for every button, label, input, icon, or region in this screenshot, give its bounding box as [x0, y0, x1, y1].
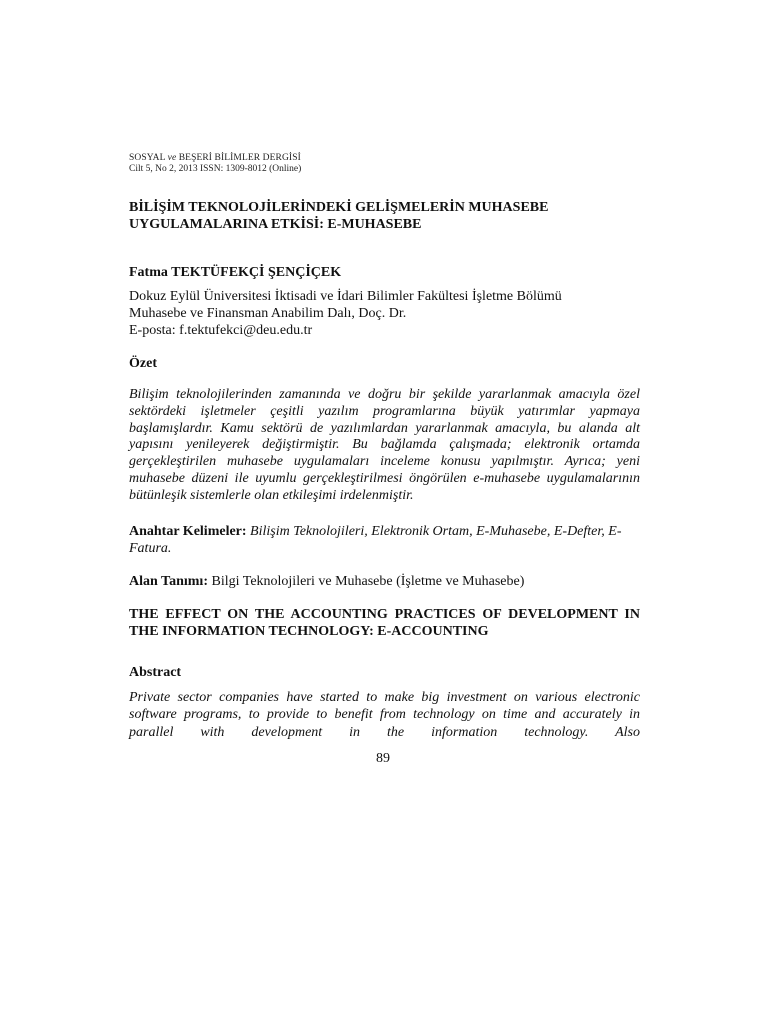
- journal-name-part2: ve: [167, 153, 177, 163]
- abstract-body: Private sector companies have started to make big investment on various electronic software programs, to provide to benefit from technology on time and accurately in parallel with development in the information technology. Also: [129, 690, 640, 740]
- journal-name-part1: SOSYAL: [129, 153, 168, 163]
- ozet-heading: Özet: [129, 356, 157, 371]
- journal-name-part3: BEŞERİ BİLİMLER DERGİSİ: [176, 153, 301, 163]
- journal-header: [129, 153, 640, 175]
- affiliation-line-2: Muhasebe ve Finansman Anabilim Dalı, Doç. Dr.: [129, 306, 407, 321]
- field-definition: [129, 573, 640, 590]
- abstract-heading: Abstract: [129, 665, 182, 680]
- author-affiliation: [129, 288, 649, 339]
- ozet-body: Bilişim teknolojilerinden zamanında ve doğru bir şekilde yararlanmak amacıyla özel sektördeki işletmeler çeşitli yazılım programlarına büyük yatırımlar yapmaya başlamışlardır. Kamu sektörü de yazılımlardan yararlanmak amacıyla, bu alanda alt yapısını yenileyerek değiştirmiştir. Bu bağlamda çalışmada; elektronik ortamda gerçekleştirilen muhasebe uygulamaları inceleme konusu yapılmıştır. Ayrıca; yeni muhasebe düzeni ile uyumlu gerçekleştirilmesi öngörülen e-muhasebe uygulamalarının bütünleşik sistemlerle olan etkileşimi irdelenmiştir.: [129, 387, 640, 503]
- article-title-turkish: BİLİŞİM TEKNOLOJİLERİNDEKİ GELİŞMELERİN MUHASEBE UYGULAMALARINA ETKİSİ: E-MUHASEBE: [129, 200, 549, 232]
- page-number: [0, 750, 768, 767]
- keywords-label: Anahtar Kelimeler:: [129, 524, 247, 539]
- affiliation-line-1: Dokuz Eylül Üniversitesi İktisadi ve İdari Bilimler Fakültesi İşletme Bölümü: [129, 289, 562, 304]
- page-number-text: 89: [376, 751, 390, 766]
- keywords: [129, 523, 640, 557]
- field-label: Alan Tanımı:: [129, 574, 208, 589]
- field-value: Bilgi Teknolojileri ve Muhasebe (İşletme ve Muhasebe): [207, 574, 525, 589]
- keywords-value: Bilişim Teknolojileri, Elektronik Ortam, E-Muhasebe, E-Defter, E-Fatura.: [129, 524, 622, 556]
- journal-name: [129, 153, 640, 164]
- journal-info: Cilt 5, No 2, 2013 ISSN: 1309-8012 (Online): [129, 164, 302, 174]
- author-email: E-posta: f.tektufekci@deu.edu.tr: [129, 323, 313, 338]
- author-name: Fatma TEKTÜFEKÇİ ŞENÇİÇEK: [129, 265, 342, 280]
- article-title-english: THE EFFECT ON THE ACCOUNTING PRACTICES OF DEVELOPMENT IN THE INFORMATION TECHNOLOGY: E-ACCOUNTING: [129, 607, 640, 639]
